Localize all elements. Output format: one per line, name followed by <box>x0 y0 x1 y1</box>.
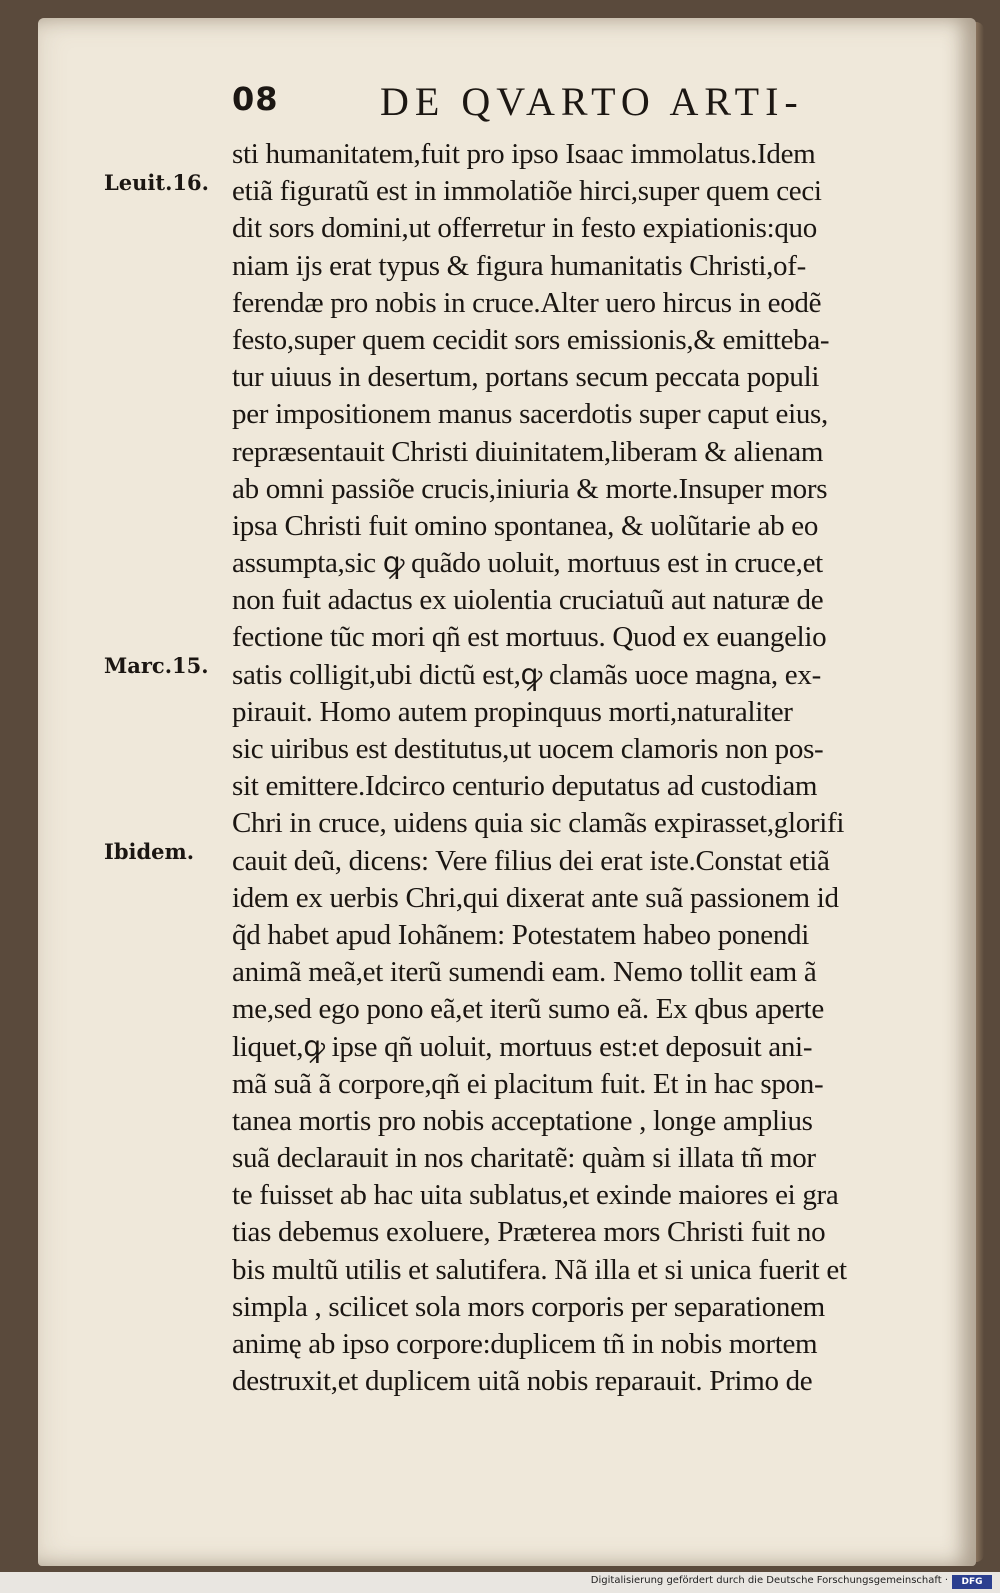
text-line: per impositionem manus sacerdotis super caput eius, <box>232 398 828 431</box>
text-line: fectione tũc mori qñ est mortuus. Quod ex euangelio <box>232 621 827 654</box>
text-line: niam ijs erat typus & figura humanitatis Christi,of- <box>232 249 806 282</box>
text-line: non fuit adactus ex uiolentia cruciatuũ aut naturæ de <box>232 584 824 617</box>
text-line: tanea mortis pro nobis acceptatione , longe amplius <box>232 1104 813 1137</box>
text-line: animã meã,et iterũ sumendi eam. Nemo tollit eam ã <box>232 956 817 989</box>
text-line: repræsentauit Christi diuinitatem,liberam & alienam <box>232 435 824 468</box>
text-line: mã suã ã corpore,qñ ei placitum fuit. Et in hac spon- <box>232 1067 824 1100</box>
folio-number: 08 <box>232 80 279 118</box>
text-line: festo,super quem cecidit sors emissionis,& emitteba- <box>232 323 830 356</box>
text-line: suã declarauit in nos charitatẽ: quàm si illata tñ mor <box>232 1142 816 1175</box>
margin-note-marc: Marc.15. <box>104 653 209 678</box>
text-line: bis multũ utilis et salutifera. Nã illa et si unica fuerit et <box>232 1253 847 1286</box>
text-line: cauit deũ, dicens: Vere filius dei erat iste.Constat etiã <box>232 844 830 877</box>
text-line: dit sors domini,ut offerretur in festo expiationis:quo <box>232 212 817 245</box>
running-title: DE QVARTO ARTI- <box>380 79 804 124</box>
footer-bar <box>0 1572 1000 1593</box>
text-line: satis colligit,ubi dictũ est,ꝙ clamãs uoce magna, ex- <box>232 658 821 691</box>
text-line: etiã figuratũ est in immolatiõe hirci,super quem ceci <box>232 175 822 208</box>
text-line: sic uiribus est destitutus,ut uocem clamoris non pos- <box>232 733 824 765</box>
text-line: destruxit,et duplicem uitã nobis reparauit. Primo de <box>232 1365 813 1398</box>
margin-note-ibidem: Ibidem. <box>104 839 195 864</box>
text-line: liquet,ꝙ ipse qñ uoluit, mortuus est:et deposuit ani- <box>232 1030 813 1063</box>
text-line: sti humanitatem,fuit pro ipso Isaac immolatus.Idem <box>232 138 816 170</box>
text-line: te fuisset ab hac uita sublatus,et exinde maiores ei gra <box>232 1179 839 1212</box>
text-line: assumpta,sic ꝙ quãdo uoluit, mortuus est in cruce,et <box>232 547 823 580</box>
text-line: tias debemus exoluere, Præterea mors Christi fuit no <box>232 1216 826 1249</box>
text-line: q̃d habet apud Iohãnem: Potestatem habeo ponendi <box>232 918 810 951</box>
margin-note-leuit: Leuit.16. <box>104 170 209 195</box>
text-line: idem ex uerbis Chri,qui dixerat ante suã passionem id <box>232 881 839 914</box>
text-line: simpla , scilicet sola mors corporis per separationem <box>232 1290 825 1323</box>
text-line: me,sed ego pono eã,et iterũ sumo eã. Ex qbus aperte <box>232 993 824 1026</box>
text-line: Chri in cruce, uidens quia sic clamãs expirasset,glorifi <box>232 807 845 840</box>
text-line: sit emittere.Idcirco centurio deputatus ad custodiam <box>232 770 818 803</box>
dfg-logo: DFG <box>952 1575 992 1589</box>
text-line: animę ab ipso corpore:duplicem tñ in nobis mortem <box>232 1328 818 1360</box>
text-line: ferendæ pro nobis in cruce.Alter uero hircus in eodẽ <box>232 286 822 319</box>
funding-notice: Digitalisierung gefördert durch die Deutsche Forschungsgemeinschaft · <box>590 1575 948 1586</box>
text-line: ipsa Christi fuit omino spontanea, & uolũtarie ab eo <box>232 509 819 542</box>
page-header <box>230 78 950 122</box>
text-line: pirauit. Homo autem propinquus morti,naturaliter <box>232 695 793 728</box>
text-line: tur uiuus in desertum, portans secum peccata populi <box>232 361 820 394</box>
body-text <box>232 136 952 1400</box>
text-line: ab omni passiõe crucis,iniuria & morte.Insuper mors <box>232 472 828 505</box>
